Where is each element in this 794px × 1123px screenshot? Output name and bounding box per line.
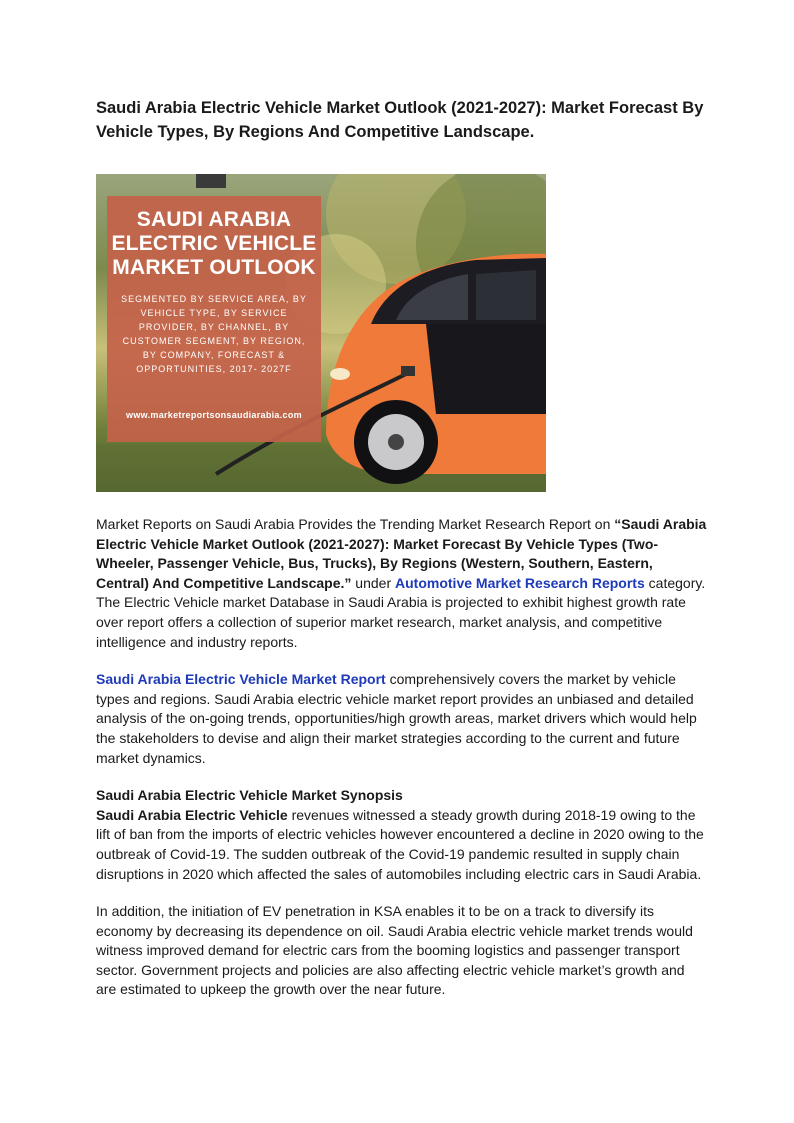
document-page: [96, 96, 708, 998]
badge-heading-line2: ELECTRIC VEHICLE: [111, 232, 317, 255]
report-banner-image: [96, 174, 546, 492]
market-report-link[interactable]: Saudi Arabia Electric Vehicle Market Report: [96, 671, 386, 688]
page-title: Saudi Arabia Electric Vehicle Market Outlook (2021-2027): Market Forecast By Vehicle Types, By Regions And Competitive Landscape.: [96, 99, 704, 141]
report-title-bold: “Saudi Arabia Electric Vehicle Market Outlook (2021-2027): Market Forecast By Vehicle Types (Two-Wheeler, Passenger Vehicle, Bus, Trucks), By Regions (Western, Southern, Eastern, Central) And Competitive Landscape.”: [96, 516, 707, 591]
report-badge: [107, 196, 321, 442]
synopsis-text: revenues witnessed a steady growth during 2018-19 owing to the lift of ban from the imports of electric vehicles however encountered a decline in 2020 owing to the outbreak of Covid-19. The sudden outbreak of the Covid-19 pandemic resulted in supply chain disruptions in 2020 which affected the sales of automobiles including electric cars in Saudi Arabia.: [96, 806, 704, 882]
intro-paragraph: [96, 515, 708, 652]
article-body: [96, 515, 708, 1018]
automotive-reports-link[interactable]: Automotive Market Research Reports: [395, 574, 645, 591]
under-text: under: [351, 574, 396, 591]
badge-heading-line1: SAUDI ARABIA: [136, 208, 292, 231]
synopsis-paragraph: [96, 786, 708, 884]
badge-heading: [107, 208, 321, 280]
intro-rest-text: category. The Electric Vehicle market Database in Saudi Arabia is projected to exhibit highest growth rate over report offers a collection of superior market research, market analysis, and competitive intelligence and industry reports.: [96, 574, 706, 650]
synopsis-heading: Saudi Arabia Electric Vehicle Market Synopsis: [96, 787, 403, 804]
synopsis-lead: Saudi Arabia Electric Vehicle: [96, 806, 288, 823]
badge-heading-line3: MARKET OUTLOOK: [112, 256, 316, 279]
badge-url: www.marketreportsonsaudiarabia.com: [126, 410, 302, 420]
intro-text: Market Reports on Saudi Arabia Provides the Trending Market Research Report on: [96, 516, 615, 532]
coverage-paragraph: [96, 670, 708, 768]
badge-subtitle: SEGMENTED BY SERVICE AREA, BY VEHICLE TYPE, BY SERVICE PROVIDER, BY CHANNEL, BY CUSTOMER SEGMENT, BY REGION, BY COMPANY, FORECAST & OPPORTUNITIES, 2017- 2027F: [121, 294, 307, 374]
coverage-text: comprehensively covers the market by vehicle types and regions. Saudi Arabia electric vehicle market report provides an unbiased and detailed analysis of the on-going trends, opportunities/high growth areas, market drivers which would help the stakeholders to devise and align their market strategies according to the current and future market dynamics.: [96, 671, 697, 766]
outlook-paragraph: In addition, the initiation of EV penetration in KSA enables it to be on a track to diversify its economy by decreasing its dependence on oil. Saudi Arabia electric vehicle market trends would witness improved demand for electric cars from the booming logistics and passenger transport sector. Government projects and policies are also affecting electric vehicle market’s growth and are estimated to upkeep the growth over the near future.: [96, 903, 693, 998]
